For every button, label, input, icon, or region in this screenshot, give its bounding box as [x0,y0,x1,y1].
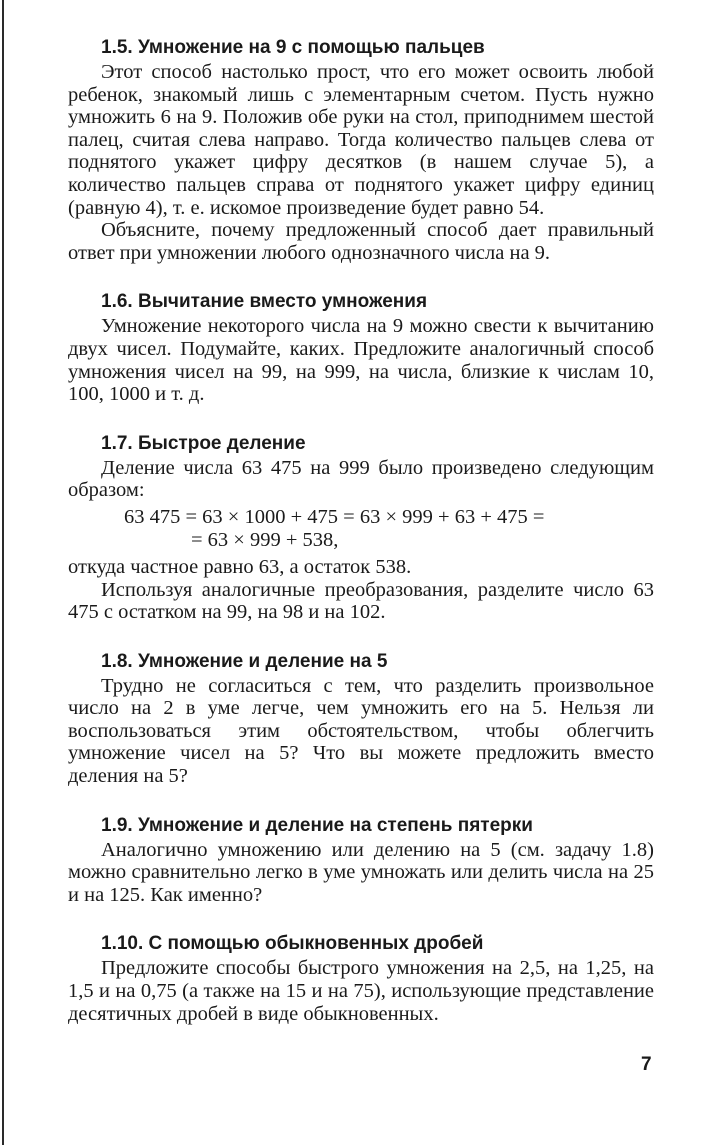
section-heading: 1.9. Умножение и деление на степень пятерки [101,814,533,836]
section-1-5 [68,36,654,264]
paragraph: Деление числа 63 475 на 999 было произведено следующим образом: [68,456,654,502]
section-1-8 [68,650,654,788]
text-column [68,36,654,1025]
paragraph: Трудно не согласиться с тем, что разделить произвольное число на 2 в уме легче, чем умножить его на 5. Нельзя ли воспользоваться этим обстоятельством, чтобы облегчить умножение чисел на 5? Что вы можете предложить вместо деления на 5? [68,674,654,788]
section-1-6 [68,290,654,405]
formula [68,506,654,552]
section-1-7 [68,432,654,624]
page-binding-edge [2,0,4,1145]
section-1-10 [68,932,654,1025]
section-1-9 [68,814,654,907]
section-heading: 1.10. С помощью обыкновенных дробей [101,933,484,955]
paragraph: Аналогично умножению или делению на 5 (см. задачу 1.8) можно сравнительно легко в уме умножать или делить числа на 25 и на 125. Как именно? [68,838,654,906]
page-number: 7 [641,1054,652,1075]
section-heading: 1.8. Умножение и деление на 5 [101,650,388,672]
paragraph: Используя аналогичные преобразования, разделите число 63 475 с остатком на 99, на 98 и на 102. [68,578,654,624]
formula-line: 63 475 = 63 × 1000 + 475 = 63 × 999 + 63 + 475 = [124,505,545,528]
section-heading: 1.7. Быстрое деление [101,432,306,454]
paragraph: Этот способ настолько прост, что его может освоить любой ребенок, знакомый лишь с элементарным счетом. Пусть нужно умножить 6 на 9. Положив обе руки на стол, приподнимем шестой палец, считая слева направо. Тогда количество пальцев слева от поднятого укажет цифру десятков (в нашем случае 5), а количество пальцев справа от поднятого укажет цифру единиц (равную 4), т. е. искомое произведение будет равно 54. [68,61,654,219]
paragraph: Предложите способы быстрого умножения на 2,5, на 1,25, на 1,5 и на 0,75 (а также на 15 и на 75), использующие представление десятичных дробей в виде обыкновенных. [68,957,654,1025]
paragraph: откуда частное равно 63, а остаток 538. [68,555,412,578]
paragraph: Умножение некоторого числа на 9 можно свести к вычитанию двух чисел. Подумайте, каких. Предложите аналогичный способ умножения чисел на 99, на 999, на числа, близкие к числам 10, 100, 1000 и т. д. [68,315,654,406]
section-heading: 1.6. Вычитание вместо умножения [101,291,428,313]
formula-line: = 63 × 999 + 538, [191,528,339,551]
paragraph: Объясните, почему предложенный способ дает правильный ответ при умножении любого однозначного числа на 9. [68,219,654,264]
section-heading: 1.5. Умножение на 9 с помощью пальцев [101,37,485,58]
